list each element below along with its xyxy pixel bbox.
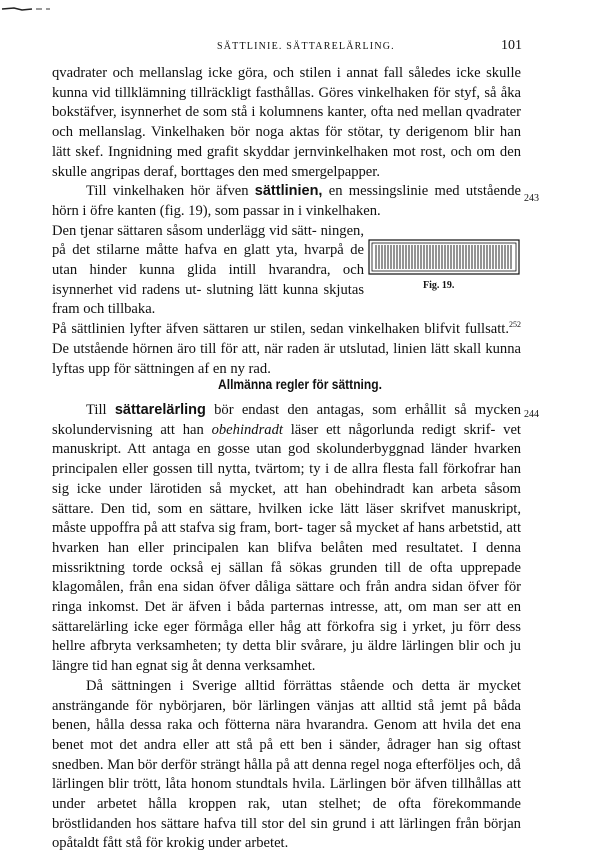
text-line: hvarken principalen eller gossen till nytta, tvärtom; ty i de allra flesta (52, 441, 522, 478)
figure-19 (367, 236, 521, 302)
text-line: tager så mycket af hans arbetstid, att hvarken han eller principalen (52, 520, 521, 556)
text-line: qvadrater och mellanslag icke göra, och stilen i annat fall således icke (52, 65, 481, 81)
text-line: skyddar jernvinkelhaken mot rost, och om den skulle angripas deraf, (52, 143, 521, 180)
text-line: Då sättningen i Sverige alltid förrättas stående och detta är (86, 677, 470, 694)
text-line: för stötar, ty derigenom blir han lätt skef. Ingnidning med grafit (52, 124, 521, 160)
figure-caption: Fig. 19. (423, 280, 455, 291)
footnote-ref: 252 (509, 320, 522, 330)
margin-reference: 244 (524, 409, 539, 420)
running-head (52, 38, 522, 56)
margin-reference: 243 (524, 193, 539, 204)
text-line: ena sidan öfver dåliga sättare och från andra sidan öfver för ringa (52, 579, 522, 616)
text-line: för styf, så åka bokstäfver, isynnerhet de som stå i kolumnens kanter, (52, 84, 521, 121)
scan-artifact-mark (0, 3, 58, 13)
text-line: hvarandra, och isynnerhet vid radens ut- (52, 262, 365, 298)
text-line: kan blifva belåten med resultatet. I denna missriktning torde också (52, 539, 521, 576)
paragraph (52, 677, 521, 854)
text-line: en messingslinie med (322, 183, 460, 200)
text-line: hos sättare hafva till stor del sin grund i att lärlingen från början (136, 815, 521, 832)
text-line: På sättlinien lyfter äfven sättaren ur stilen, sedan vinkelhaken blifvit (52, 321, 461, 338)
text-line: De utstående hörnen äro till för att, när raden är utslutad, (52, 340, 390, 357)
text-line: skulle kunna vid tillklämning tillräckligt fasthållas. Göres vinkelhaken (52, 65, 521, 101)
text-line: en sättarelärling icke eger förmåga eller håg att förkofra sig i yrket, (52, 599, 521, 635)
text-line: skolundervisning att han (52, 421, 212, 438)
section-heading: Allmänna regler för sättning. (218, 376, 382, 392)
text-line: mycket ansträngande för nybörjaren, bör lärlingen vänjas att alltid (52, 677, 521, 714)
text-line: ej sällan få sökas grunden till de ofta upprepade klagomålen, från (52, 559, 521, 596)
text-line: kan arbeta såsom sättare. Den tid, som en sättare, hvilken icke lätt (52, 480, 521, 517)
paragraph (52, 401, 521, 677)
text-line: på att denna regel noga efterföljes och, då lärlingen blir trött, låta (52, 756, 521, 793)
text-line: stå jemt på båda benen, hålla dessa raka och fötterna nära hvarandra. (52, 697, 521, 734)
text-line: vet manuskript. Att antaga en gosse utan god skolunderbyggnad länder (52, 421, 521, 458)
text-line: fullsatt. (464, 321, 510, 338)
text-line: yta, hvarpå de utan hinder kunna glida intill (52, 242, 364, 279)
running-title: SÄTTLINIE. SÄTTARELÄRLING. (217, 41, 395, 52)
text-line: Till (86, 402, 115, 418)
text-line: borttages den med smergelpapper. (180, 163, 380, 180)
text-line: hålla kroppen rak, utan stelhet; de ofta förekommande bröstlidanden (52, 796, 521, 832)
paragraph (52, 182, 521, 221)
composing-rule-illustration (367, 236, 521, 276)
term-sattarelarling: sättarelärling (114, 402, 206, 418)
text-line: utstående hörn i öfre kanten (fig. 19), som passar in i vinkelhaken. (52, 183, 521, 219)
text-line: läser skrifvet manuskript, måste uppoffra på att stafva sig fram, bort- (52, 500, 521, 537)
text-line: honom stundtals hvila. Lärlingen bör äfven tillhållas att under arbetet (52, 776, 521, 813)
text-block-sattarelarling (52, 401, 521, 854)
text-line: ofta ned mellan qvadrater och mellanslag. Vinkelhaken bör noga aktas (52, 104, 522, 141)
text-line: i sänder, ådrager han sig oftast snedben. Man bör derför strängt hålla (52, 736, 521, 773)
text-block-sattlinie (52, 64, 521, 379)
text-line: Den tjenar sättaren såsom underlägg vid sätt- (52, 222, 317, 239)
text-line: ningen, på det stilarne måtte hafva en glatt (52, 222, 364, 259)
text-line: Till vinkelhaken hör äfven (86, 183, 255, 200)
text-line: fall förkofrar han sig icke under lärotiden så mycket, att han obehindradt (52, 461, 521, 497)
text-line: Genom att hvila det ena benet mot det andra eller att stå på ett ben (52, 717, 522, 753)
text-line: läser ett någorlunda redigt skrif- (282, 421, 496, 438)
term-sattlinien: sättlinien, (254, 183, 323, 200)
text-line: bör endast den antagas, som erhållit så mycken (205, 402, 521, 418)
text-line: ju förr dess hellre afbryta verksamheten; ty detta blir svårare, ju äldre (52, 618, 521, 655)
paragraph (52, 320, 521, 379)
text-line: inkomst. Det är äfven i båda parternas intresse, att, om man ser att (87, 599, 502, 616)
page-number: 101 (501, 38, 522, 53)
text-line: lärlingen blir och ju längre tid han egnat sig åt denna verksamhet. (52, 638, 521, 675)
paragraph (52, 64, 521, 182)
emphasis-obehindradt: obehindradt (211, 421, 283, 438)
text-line: opåtaldt fått stå för krokig under arbetet. (52, 835, 289, 852)
text-line: linien lätt skall kunna lyftas upp för sättningen af en ny rad. (52, 340, 522, 377)
paragraph-wrapped (52, 222, 364, 321)
text-line: slutning lätt kunna skjutas fram och tillbaka. (52, 281, 364, 318)
